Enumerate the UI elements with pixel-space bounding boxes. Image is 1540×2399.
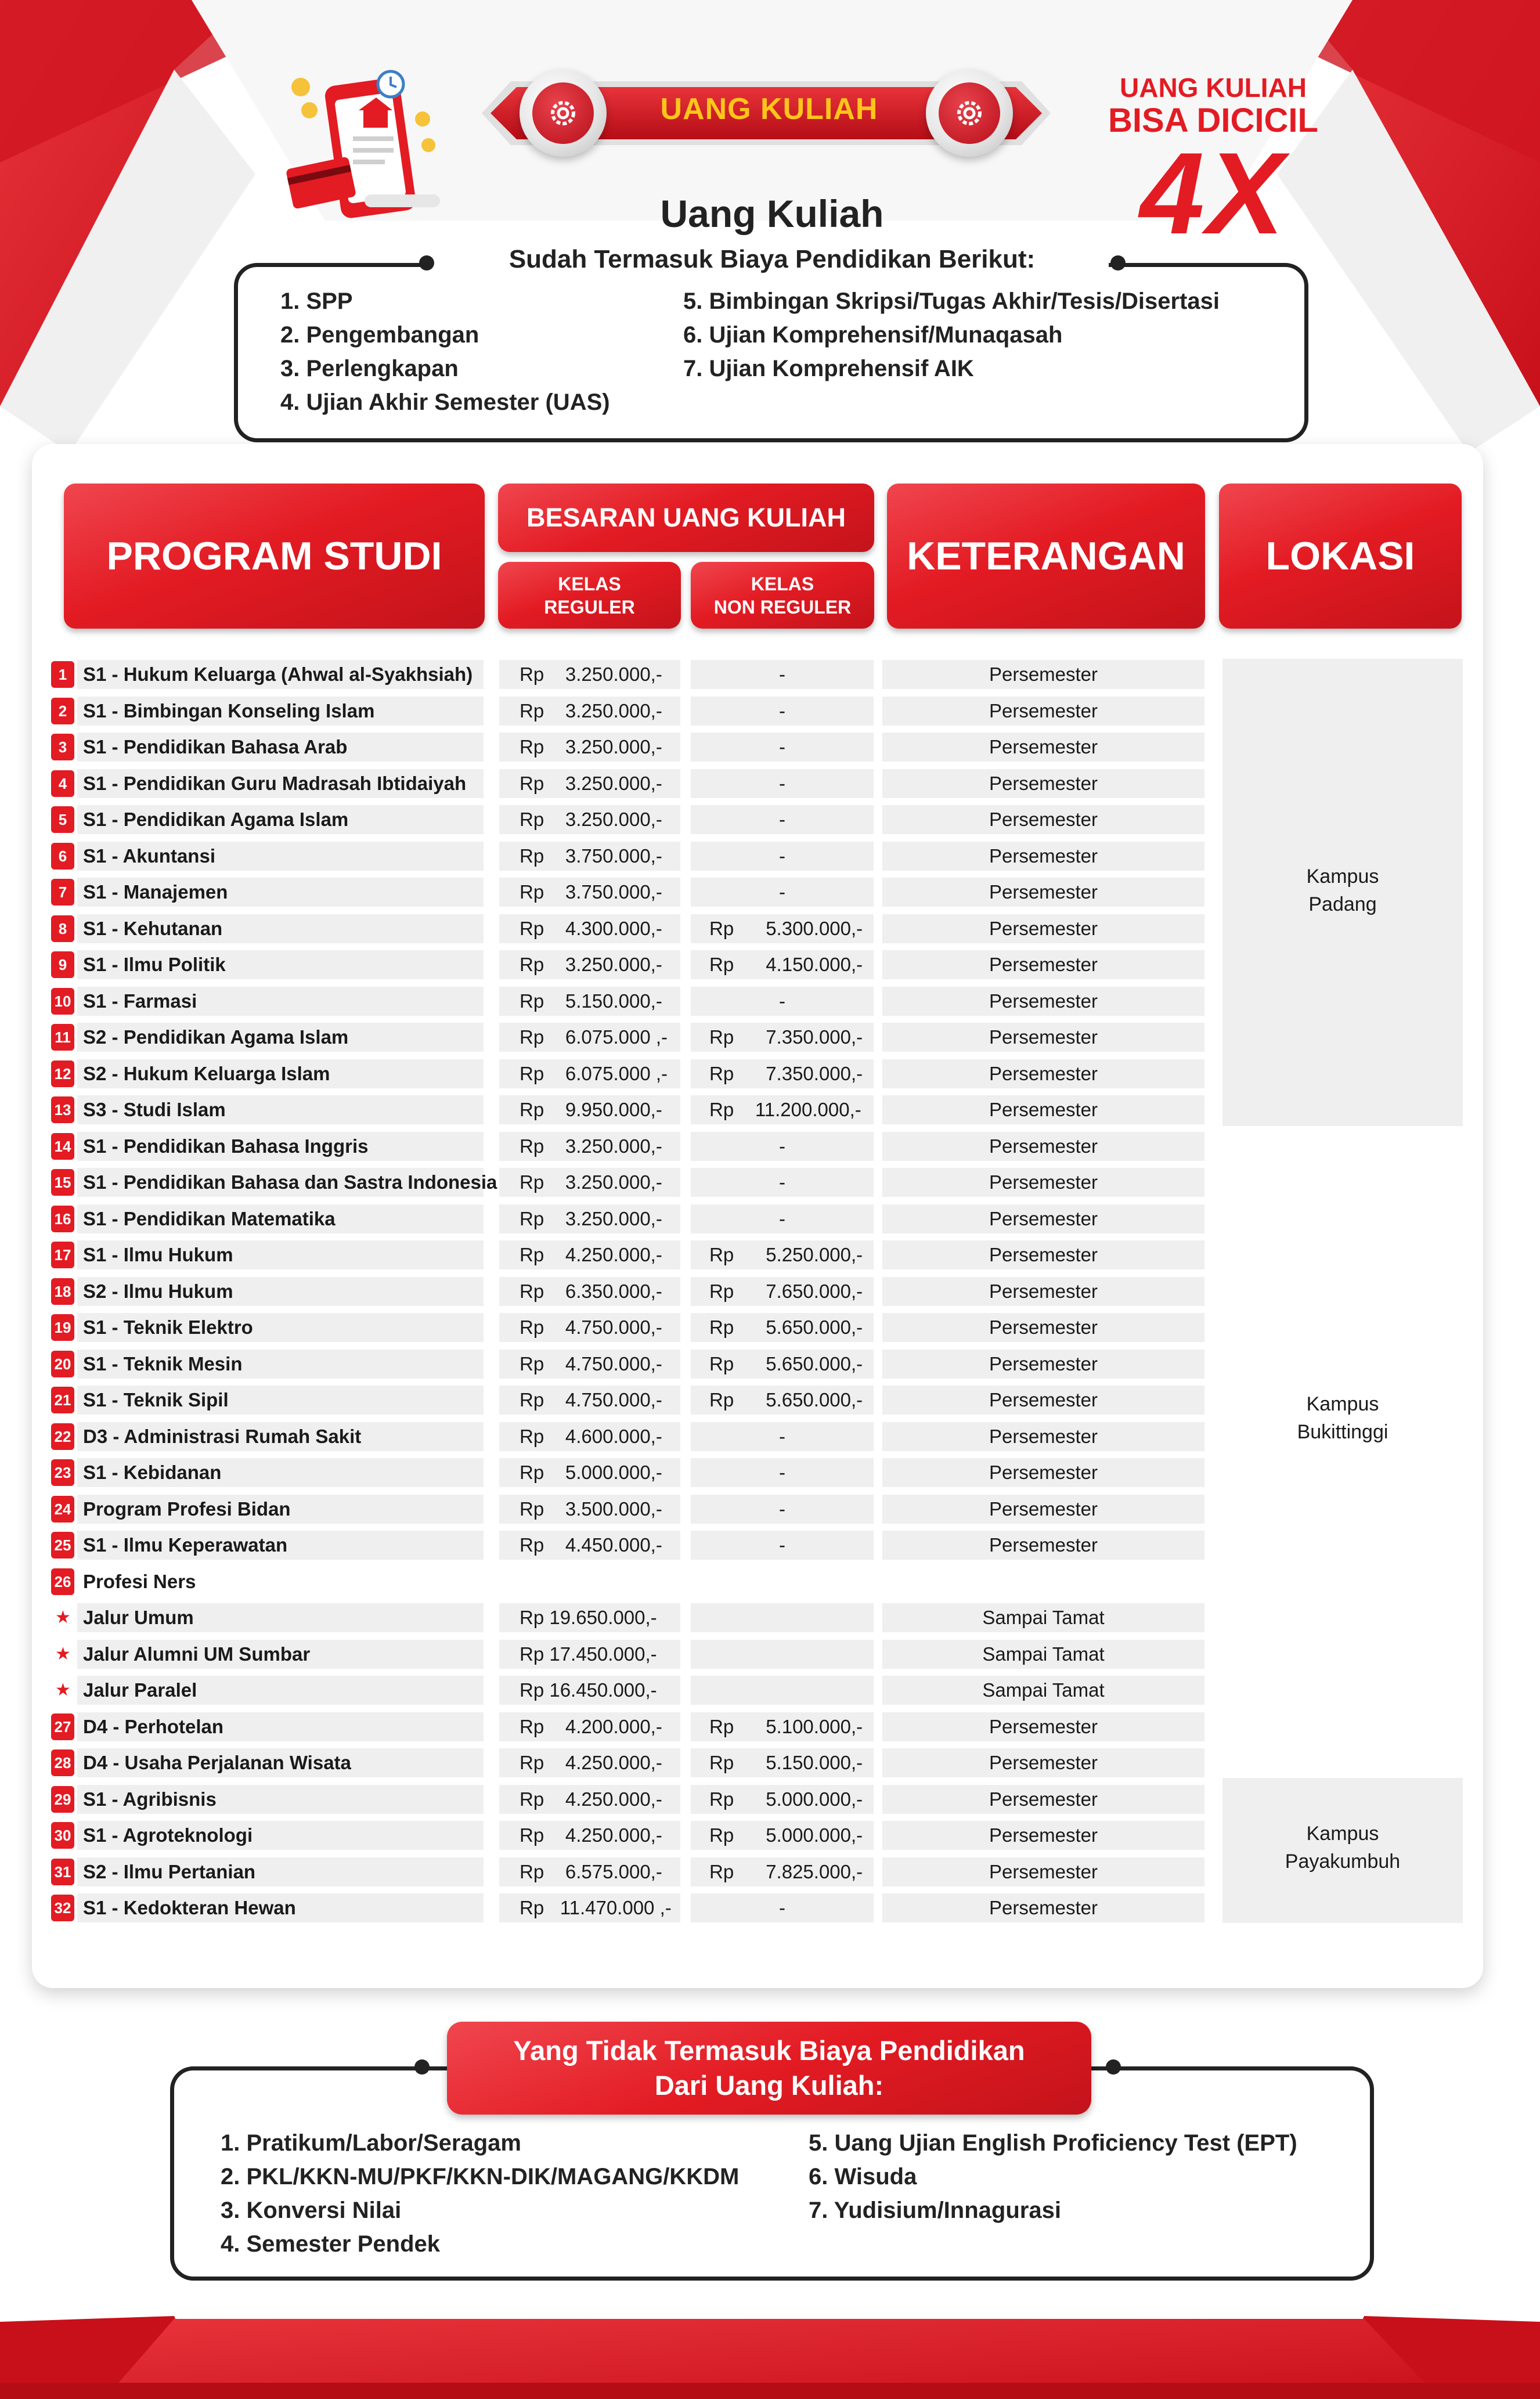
row-number-badge: 6 <box>51 843 74 870</box>
included-list-left <box>280 284 610 419</box>
excluded-item: 2. PKL/KKN-MU/PKF/KKN-DIK/MAGANG/KKDM <box>221 2164 740 2189</box>
fee-non-reguler: - <box>779 1897 785 1918</box>
fee-reguler: Rp 9.950.000,- <box>520 1099 662 1120</box>
location-label-payakumbuh <box>1222 1820 1463 1875</box>
fee-non-reguler: Rp 4.150.000,- <box>709 954 863 975</box>
row-number-badge: 22 <box>51 1423 74 1450</box>
keterangan: Persemester <box>989 773 1098 794</box>
row-number-badge: 5 <box>51 806 74 833</box>
header-program-label: PROGRAM STUDI <box>106 534 442 578</box>
fee-reguler: Rp 4.300.000,- <box>520 918 662 939</box>
fee-non-reguler: Rp 5.250.000,- <box>709 1244 863 1265</box>
fee-reguler: Rp 4.200.000,- <box>520 1716 662 1737</box>
keterangan: Sampai Tamat <box>982 1607 1105 1628</box>
program-name: S1 - Agroteknologi <box>83 1824 253 1846</box>
keterangan: Persemester <box>989 1426 1098 1447</box>
fee-non-reguler: - <box>779 1208 785 1229</box>
row-number-badge: 28 <box>51 1749 74 1776</box>
location-line: Payakumbuh <box>1285 1850 1401 1873</box>
fee-non-reguler: Rp 5.300.000,- <box>709 918 863 939</box>
header-besaran <box>498 484 874 552</box>
row-number-badge: 17 <box>51 1242 74 1268</box>
star-icon: ★ <box>55 1680 71 1700</box>
program-name: Jalur Paralel <box>83 1679 197 1701</box>
program-name: S1 - Teknik Mesin <box>83 1353 243 1375</box>
fee-reguler: Rp 11.470.000 ,- <box>520 1897 672 1918</box>
keterangan: Persemester <box>989 1824 1098 1846</box>
fee-reguler: Rp 6.575.000,- <box>520 1861 662 1882</box>
fee-non-reguler: - <box>779 809 785 830</box>
fee-reguler: Rp 4.250.000,- <box>520 1752 662 1773</box>
row-number-badge: 2 <box>51 698 74 724</box>
program-name: S2 - Hukum Keluarga Islam <box>83 1063 330 1084</box>
fee-non-reguler: - <box>779 845 785 867</box>
location-line: Kampus <box>1306 865 1379 888</box>
program-name: Program Profesi Bidan <box>83 1498 291 1520</box>
header-non-reguler-line2: NON REGULER <box>713 596 852 618</box>
fee-non-reguler: Rp 7.650.000,- <box>709 1280 863 1302</box>
keterangan: Persemester <box>989 1462 1098 1483</box>
excluded-list-left <box>221 2126 739 2261</box>
program-name: S1 - Kehutanan <box>83 918 223 939</box>
keterangan: Persemester <box>989 663 1098 685</box>
row-number-badge: 7 <box>51 879 74 906</box>
excluded-title-line2: Dari Uang Kuliah: <box>654 2070 884 2101</box>
program-name: S1 - Kedokteran Hewan <box>83 1897 296 1918</box>
fee-reguler: Rp 5.150.000,- <box>520 990 662 1012</box>
fee-reguler: Rp 3.250.000,- <box>520 1208 662 1229</box>
installment-line2: BISA DICICIL <box>1108 102 1318 139</box>
keterangan: Persemester <box>989 1788 1098 1810</box>
row-number-badge: 31 <box>51 1859 74 1885</box>
program-name: S1 - Manajemen <box>83 881 228 903</box>
program-name: S3 - Studi Islam <box>83 1099 226 1120</box>
location-line: Bukittinggi <box>1297 1421 1388 1443</box>
excluded-item: 3. Konversi Nilai <box>221 2198 402 2223</box>
keterangan: Persemester <box>989 845 1098 867</box>
keterangan: Persemester <box>989 1353 1098 1375</box>
row-number-badge: 24 <box>51 1496 74 1523</box>
gear-icon-left <box>520 70 607 157</box>
fee-non-reguler: - <box>779 736 785 757</box>
included-list-right <box>683 284 1220 385</box>
fee-non-reguler: Rp 7.825.000,- <box>709 1861 863 1882</box>
program-name: S1 - Pendidikan Bahasa dan Sastra Indonesia <box>83 1171 497 1193</box>
fee-non-reguler: Rp 5.100.000,- <box>709 1716 863 1737</box>
fee-non-reguler: - <box>779 1135 785 1157</box>
fee-non-reguler: - <box>779 1462 785 1483</box>
excluded-item: 5. Uang Ujian English Proficiency Test (EPT) <box>809 2130 1297 2156</box>
keterangan: Persemester <box>989 1208 1098 1229</box>
fee-non-reguler: Rp 7.350.000,- <box>709 1063 863 1084</box>
program-name: S1 - Teknik Sipil <box>83 1389 229 1410</box>
program-name: Jalur Alumni UM Sumbar <box>83 1643 311 1665</box>
excluded-item: 7. Yudisium/Innagurasi <box>809 2198 1061 2223</box>
row-number-badge: 29 <box>51 1786 74 1813</box>
fee-non-reguler: - <box>779 1426 785 1447</box>
header-lokasi-label: LOKASI <box>1265 534 1415 578</box>
fee-reguler: Rp 3.250.000,- <box>520 954 662 975</box>
fee-reguler: Rp 3.250.000,- <box>520 773 662 794</box>
keterangan: Persemester <box>989 1026 1098 1048</box>
row-number-badge: 14 <box>51 1133 74 1160</box>
row-number-badge: 20 <box>51 1351 74 1377</box>
location-label-padang <box>1222 863 1463 918</box>
fee-non-reguler: - <box>779 700 785 721</box>
location-line: Kampus <box>1306 1393 1379 1415</box>
fee-reguler: Rp 6.075.000 ,- <box>520 1026 668 1048</box>
program-name: S2 - Pendidikan Agama Islam <box>83 1026 349 1048</box>
fee-non-reguler: - <box>779 663 785 685</box>
row-number-badge: 16 <box>51 1206 74 1232</box>
page-subtitle: Sudah Termasuk Biaya Pendidikan Berikut: <box>508 245 1036 273</box>
included-item: 4. Ujian Akhir Semester (UAS) <box>280 389 610 415</box>
header-lokasi <box>1219 484 1462 629</box>
program-name: S1 - Pendidikan Guru Madrasah Ibtidaiyah <box>83 773 467 794</box>
fee-reguler: Rp 4.750.000,- <box>520 1353 662 1375</box>
row-number-badge: 13 <box>51 1096 74 1123</box>
fee-non-reguler: - <box>779 1171 785 1193</box>
keterangan: Persemester <box>989 990 1098 1012</box>
fee-reguler: Rp 3.500.000,- <box>520 1498 662 1520</box>
row-number-badge: 18 <box>51 1278 74 1305</box>
keterangan: Persemester <box>989 918 1098 939</box>
keterangan: Persemester <box>989 1534 1098 1556</box>
excluded-item: 6. Wisuda <box>809 2164 917 2189</box>
fee-reguler: Rp 3.750.000,- <box>520 845 662 867</box>
star-icon: ★ <box>55 1644 71 1664</box>
box-dot-left <box>414 2059 430 2075</box>
box-dot-left <box>419 255 434 270</box>
fee-non-reguler: Rp 5.000.000,- <box>709 1824 863 1846</box>
keterangan: Persemester <box>989 954 1098 975</box>
program-name: Profesi Ners <box>83 1571 196 1592</box>
keterangan: Persemester <box>989 1244 1098 1265</box>
row-number-badge: 26 <box>51 1568 74 1595</box>
keterangan: Persemester <box>989 1861 1098 1882</box>
fee-reguler: Rp 3.750.000,- <box>520 881 662 903</box>
phone-payment-illustration <box>277 64 452 232</box>
row-number-badge: 19 <box>51 1314 74 1341</box>
included-item: 3. Perlengkapan <box>280 356 459 381</box>
keterangan: Persemester <box>989 881 1098 903</box>
fee-reguler: Rp 3.250.000,- <box>520 663 662 685</box>
row-number-badge: 12 <box>51 1060 74 1087</box>
gear-icon-right <box>926 70 1013 157</box>
keterangan: Persemester <box>989 736 1098 757</box>
keterangan: Persemester <box>989 1316 1098 1338</box>
included-item: 5. Bimbingan Skripsi/Tugas Akhir/Tesis/Disertasi <box>683 288 1220 314</box>
row-number-badge: 32 <box>51 1895 74 1921</box>
program-name: Jalur Umum <box>83 1607 194 1628</box>
fee-non-reguler: Rp 5.150.000,- <box>709 1752 863 1773</box>
fee-reguler: Rp 3.250.000,- <box>520 736 662 757</box>
included-item: 6. Ujian Komprehensif/Munaqasah <box>683 322 1063 348</box>
included-item: 1. SPP <box>280 288 353 314</box>
fee-reguler: Rp 3.250.000,- <box>520 1135 662 1157</box>
row-background-non-reguler <box>691 1640 874 1669</box>
keterangan: Persemester <box>989 1897 1098 1918</box>
location-line: Padang <box>1308 893 1377 915</box>
fee-reguler: Rp 6.075.000 ,- <box>520 1063 668 1084</box>
keterangan: Persemester <box>989 1099 1098 1120</box>
program-name: S1 - Teknik Elektro <box>83 1316 253 1338</box>
row-number-badge: 27 <box>51 1713 74 1740</box>
program-name: S1 - Agribisnis <box>83 1788 217 1810</box>
keterangan: Persemester <box>989 1389 1098 1410</box>
excluded-list-right <box>809 2126 1297 2227</box>
keterangan: Persemester <box>989 700 1098 721</box>
program-name: S1 - Akuntansi <box>83 845 215 867</box>
program-name: S1 - Pendidikan Bahasa Inggris <box>83 1135 369 1157</box>
location-line: Kampus <box>1306 1823 1379 1845</box>
fee-non-reguler: Rp 5.650.000,- <box>709 1389 863 1410</box>
row-number-badge: 9 <box>51 951 74 978</box>
program-name: D4 - Perhotelan <box>83 1716 224 1737</box>
box-dot-right <box>1110 255 1126 270</box>
keterangan: Persemester <box>989 1752 1098 1773</box>
fee-reguler: Rp 6.350.000,- <box>520 1280 662 1302</box>
program-name: S1 - Pendidikan Matematika <box>83 1208 336 1229</box>
fee-reguler: Rp 19.650.000,- <box>520 1607 657 1628</box>
header-reguler-line2: REGULER <box>544 596 635 618</box>
installment-badge <box>1091 73 1335 258</box>
program-name: S1 - Ilmu Hukum <box>83 1244 233 1265</box>
installment-line1: UANG KULIAH <box>1120 73 1307 103</box>
fee-reguler: Rp 5.000.000,- <box>520 1462 662 1483</box>
box-dot-right <box>1106 2059 1121 2075</box>
row-number-badge: 25 <box>51 1532 74 1559</box>
row-number-badge: 21 <box>51 1387 74 1413</box>
included-item: 2. Pengembangan <box>280 322 479 348</box>
keterangan: Persemester <box>989 809 1098 830</box>
excluded-item: 4. Semester Pendek <box>221 2231 440 2257</box>
fee-reguler: Rp 3.250.000,- <box>520 1171 662 1193</box>
excluded-title <box>447 2022 1091 2115</box>
fee-reguler: Rp 4.750.000,- <box>520 1316 662 1338</box>
fee-reguler: Rp 17.450.000,- <box>520 1643 657 1665</box>
fee-non-reguler: Rp 5.000.000,- <box>709 1788 863 1810</box>
included-item: 7. Ujian Komprehensif AIK <box>683 356 974 381</box>
row-background-non-reguler <box>691 1676 874 1705</box>
row-number-badge: 3 <box>51 734 74 760</box>
program-name: S1 - Pendidikan Agama Islam <box>83 809 349 830</box>
fee-non-reguler: - <box>779 990 785 1012</box>
row-number-badge: 8 <box>51 915 74 942</box>
header-besaran-label: BESARAN UANG KULIAH <box>526 503 846 532</box>
fee-reguler: Rp 4.250.000,- <box>520 1244 662 1265</box>
fee-reguler: Rp 4.600.000,- <box>520 1426 662 1447</box>
row-number-badge: 15 <box>51 1169 74 1196</box>
keterangan: Sampai Tamat <box>982 1643 1105 1665</box>
program-name: S1 - Pendidikan Bahasa Arab <box>83 736 348 757</box>
star-icon: ★ <box>55 1608 71 1627</box>
fee-reguler: Rp 3.250.000,- <box>520 809 662 830</box>
location-label-bukittinggi <box>1222 1390 1463 1446</box>
fee-reguler: Rp 4.250.000,- <box>520 1788 662 1810</box>
program-name: D3 - Administrasi Rumah Sakit <box>83 1426 362 1447</box>
program-name: S1 - Farmasi <box>83 990 197 1012</box>
fee-reguler: Rp 4.450.000,- <box>520 1534 662 1556</box>
fee-non-reguler: Rp 11.200.000,- <box>709 1099 861 1120</box>
row-number-badge: 30 <box>51 1822 74 1849</box>
keterangan: Persemester <box>989 1716 1098 1737</box>
keterangan: Persemester <box>989 1135 1098 1157</box>
row-number-badge: 4 <box>51 770 74 797</box>
program-name: D4 - Usaha Perjalanan Wisata <box>83 1752 351 1773</box>
banner-title: UANG KULIAH <box>660 92 878 126</box>
keterangan: Persemester <box>989 1063 1098 1084</box>
header-non-reguler <box>691 562 874 629</box>
program-name: S1 - Hukum Keluarga (Ahwal al-Syakhsiah) <box>83 663 473 685</box>
row-background-non-reguler <box>691 1603 874 1632</box>
installment-count: 4X <box>1139 129 1287 258</box>
fee-non-reguler: Rp 7.350.000,- <box>709 1026 863 1048</box>
program-name: S2 - Ilmu Hukum <box>83 1280 233 1302</box>
header-reguler-line1: KELAS <box>558 573 621 594</box>
fee-non-reguler: Rp 5.650.000,- <box>709 1353 863 1375</box>
program-name: S1 - Ilmu Keperawatan <box>83 1534 288 1556</box>
row-number-badge: 10 <box>51 988 74 1015</box>
header-program-studi <box>64 484 485 629</box>
fee-non-reguler: - <box>779 1498 785 1520</box>
fee-reguler: Rp 3.250.000,- <box>520 700 662 721</box>
keterangan: Persemester <box>989 1498 1098 1520</box>
header-keterangan <box>887 484 1205 629</box>
header-non-reguler-line1: KELAS <box>751 573 814 594</box>
program-name: S1 - Ilmu Politik <box>83 954 226 975</box>
program-name: S2 - Ilmu Pertanian <box>83 1861 256 1882</box>
keterangan: Persemester <box>989 1171 1098 1193</box>
keterangan: Persemester <box>989 1280 1098 1302</box>
row-number-badge: 1 <box>51 661 74 688</box>
header-keterangan-label: KETERANGAN <box>907 534 1185 578</box>
header-reguler <box>498 562 681 629</box>
fee-reguler: Rp 4.250.000,- <box>520 1824 662 1846</box>
fee-non-reguler: - <box>779 773 785 794</box>
keterangan: Sampai Tamat <box>982 1679 1105 1701</box>
fee-reguler: Rp 16.450.000,- <box>520 1679 657 1701</box>
fee-reguler: Rp 4.750.000,- <box>520 1389 662 1410</box>
fee-non-reguler: - <box>779 1534 785 1556</box>
fee-non-reguler: - <box>779 881 785 903</box>
program-name: S1 - Bimbingan Konseling Islam <box>83 700 375 721</box>
excluded-item: 1. Pratikum/Labor/Seragam <box>221 2130 521 2156</box>
fee-non-reguler: Rp 5.650.000,- <box>709 1316 863 1338</box>
row-number-badge: 11 <box>51 1024 74 1051</box>
row-number-badge: 23 <box>51 1459 74 1486</box>
excluded-title-line1: Yang Tidak Termasuk Biaya Pendidikan <box>513 2035 1025 2066</box>
program-name: S1 - Kebidanan <box>83 1462 222 1483</box>
page-title: Uang Kuliah <box>660 192 884 235</box>
